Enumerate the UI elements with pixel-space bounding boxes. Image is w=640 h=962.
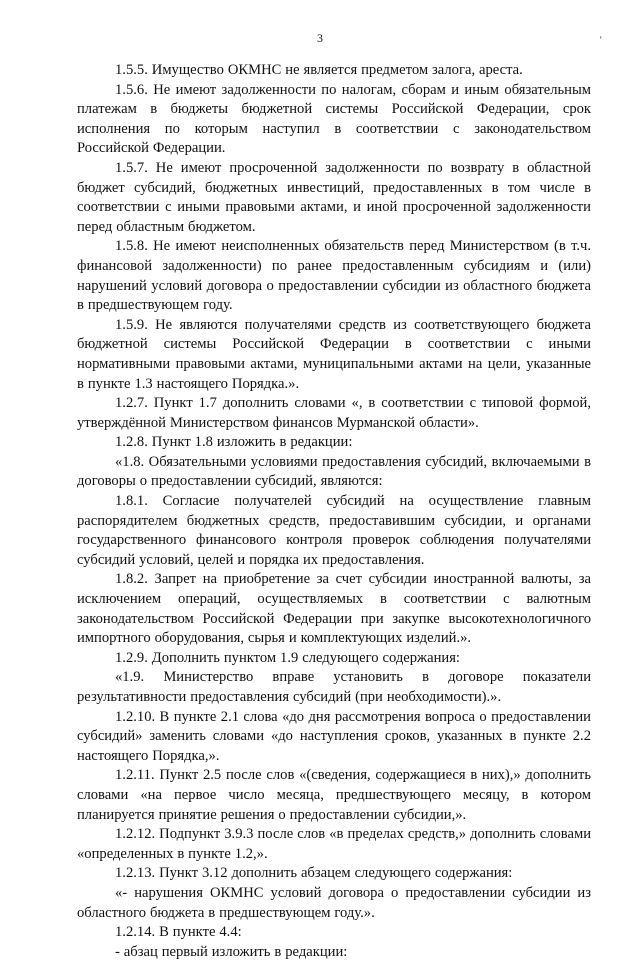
paragraph-1-5-9: 1.5.9. Не являются получателями средств из соответствующего бюджета бюджетной системы Российской Федерации в соответствии с иными нормативными правовыми актами, муниципальными актами на цели, указанные в пункте 1.3 настоящего Порядка.». bbox=[77, 316, 591, 392]
paragraph-1-2-8: 1.2.8. Пункт 1.8 изложить в редакции: bbox=[115, 434, 353, 451]
paragraph-1-8-2: 1.8.2. Запрет на приобретение за счет субсидии иностранной валюты, за исключением операций, осуществляемых в соответствии с валютным законодательством Российской Федерации при закупке высокотехнологичного импортного оборудования, сырья и комплектующих изделий.». bbox=[77, 571, 591, 647]
paragraph-1-5-8: 1.5.8. Не имеют неисполненных обязательств перед Министерством (в т.ч. финансовой задолженности) по ранее предоставленным субсидиям и (или) нарушений условий договора о предоставлении субсидии из областного бюджета в предшествующем году. bbox=[77, 238, 591, 314]
paragraph-1-9: «1.9. Министерство вправе установить в договоре показатели результативности предоставления субсидий (при необходимости).». bbox=[77, 669, 591, 705]
paragraph-1-5-6: 1.5.6. Не имеют задолженности по налогам, сборам и иным обязательным платежам в бюджеты бюджетной системы Российской Федерации, срок исполнения по которым наступил в соответствии с законодательством Российской Федерации. bbox=[77, 81, 591, 157]
paragraph-1-2-11: 1.2.11. Пункт 2.5 после слов «(сведения, содержащиеся в них),» дополнить словами «на первое число месяца, предшествующего месяцу, в котором планируется принятие решения о предоставлении субсидии,». bbox=[77, 767, 591, 823]
paragraph-violation: «- нарушения ОКМНС условий договора о предоставлении субсидии из областного бюджета в предшествующем году.». bbox=[77, 884, 591, 921]
paragraph-first-abzac: - абзац первый изложить в редакции: bbox=[115, 943, 348, 960]
paragraph-1-2-7: 1.2.7. Пункт 1.7 дополнить словами «, в соответствии с типовой формой, утверждённой Министерством финансов Мурманской области». bbox=[77, 395, 591, 431]
paragraph-1-2-14: 1.2.14. В пункте 4.4: bbox=[115, 924, 242, 941]
paragraph-1-2-9: 1.2.9. Дополнить пунктом 1.9 следующего содержания: bbox=[115, 649, 460, 666]
paragraph-1-2-10: 1.2.10. В пункте 2.1 слова «до дня рассмотрения вопроса о предоставлении субсидий» заменить словами «до наступления сроков, указанных в пункте 2.2 настоящего Порядка,». bbox=[77, 708, 591, 764]
paragraph-1-8-1: 1.8.1. Согласие получателей субсидий на осуществление главным распорядителем бюджетных средств, предоставившим субсидии, и органами государственного финансового контроля проверок соблюдения получателями субсидий условий, целей и порядка их предоставления. bbox=[77, 493, 591, 568]
paragraph-1-2-13: 1.2.13. Пункт 3.12 дополнить абзацем следующего содержания: bbox=[115, 865, 513, 882]
paragraph-1-8: «1.8. Обязательными условиями предоставления субсидий, включаемыми в договоры о предоставлении субсидий, являются: bbox=[77, 453, 591, 490]
document-body bbox=[77, 61, 591, 962]
paragraph-1-2-12: 1.2.12. Подпункт 3.9.3 после слов «в пределах средств,» дополнить словами «определенных в пункте 1.2,». bbox=[77, 826, 591, 862]
page-number: 3 bbox=[317, 31, 323, 45]
paragraph-1-5-5: 1.5.5. Имущество ОКМНС не является предметом залога, ареста. bbox=[115, 62, 523, 78]
corner-mark: ' bbox=[600, 35, 602, 45]
paragraph-1-5-7: 1.5.7. Не имеют просроченной задолженности по возврату в областной бюджет субсидий, бюджетных инвестиций, предоставленных в том числе в соответствии с иными правовыми актами, и иной просроченной задолженности перед областным бюджетом. bbox=[77, 159, 591, 235]
